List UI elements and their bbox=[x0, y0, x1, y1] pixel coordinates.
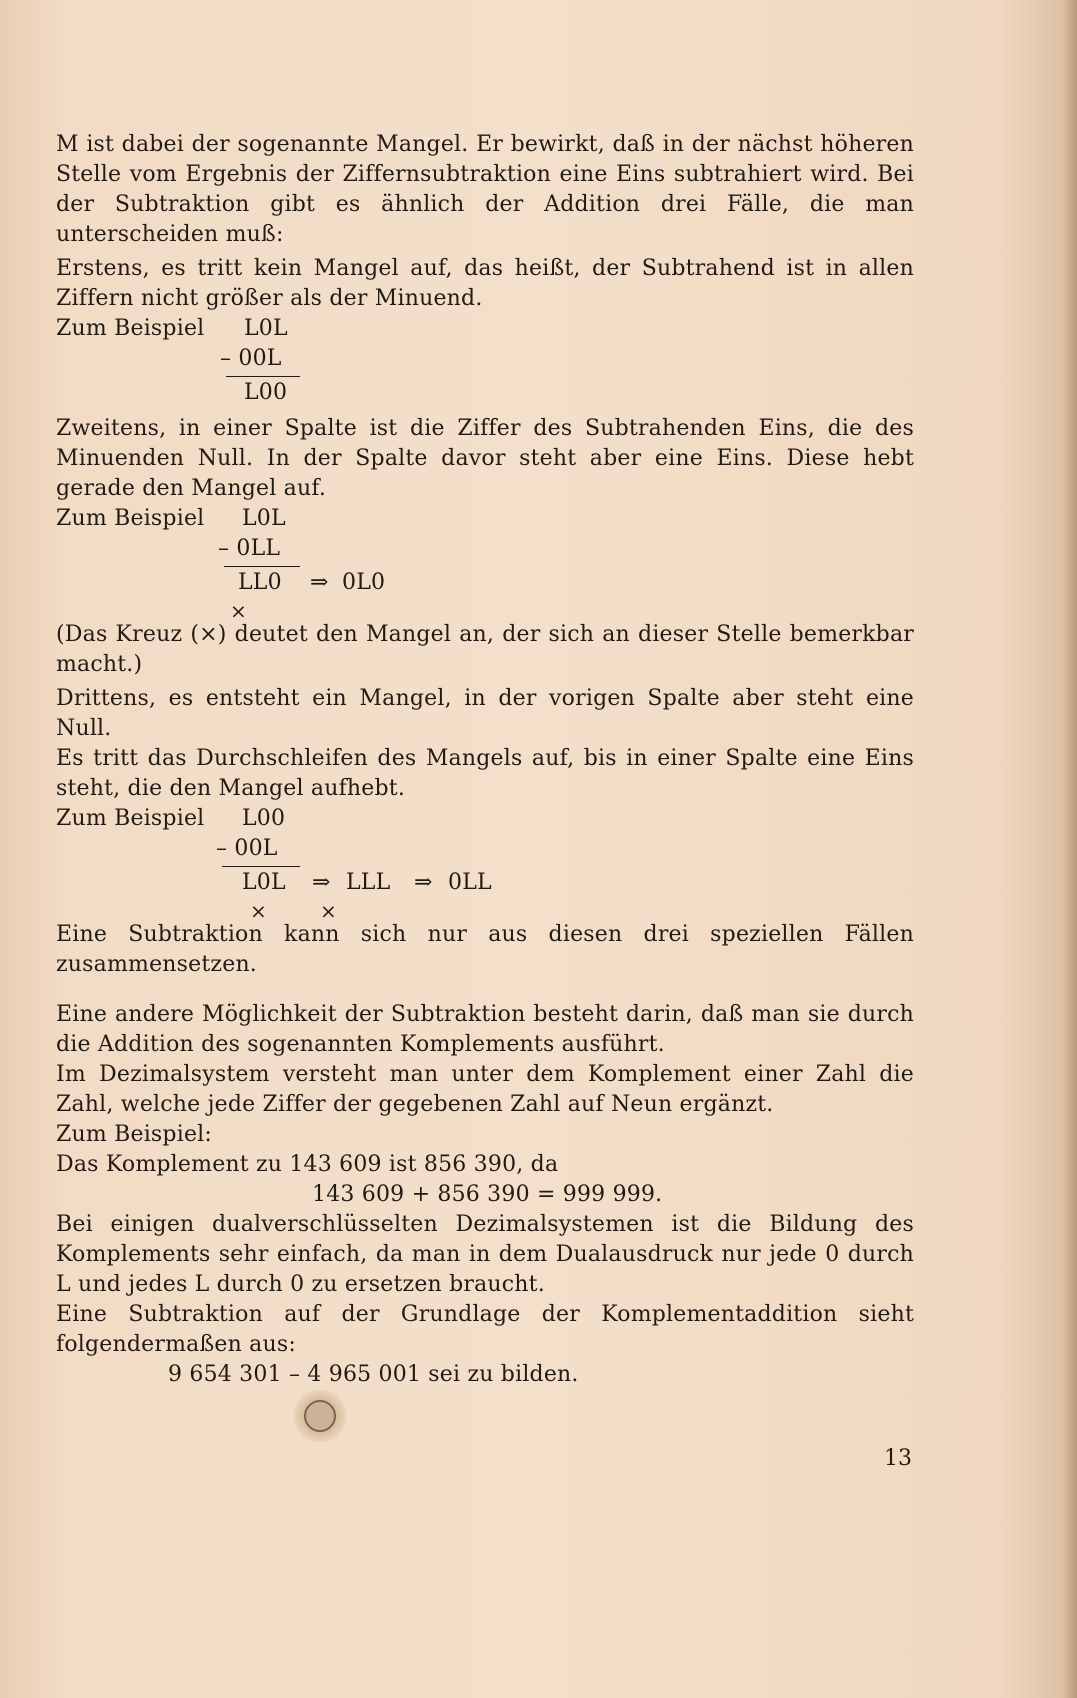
example3-final: 0LL bbox=[448, 870, 492, 895]
example2-row1 bbox=[56, 504, 914, 534]
example1-label: Zum Beispiel bbox=[56, 316, 205, 341]
example3-subtrahend: – 00L bbox=[216, 836, 278, 861]
example1-minuend: L0L bbox=[244, 316, 288, 341]
page-text bbox=[56, 130, 914, 1390]
example1-row1 bbox=[56, 314, 914, 344]
example3-cross-2: × bbox=[320, 899, 337, 923]
example3-label: Zum Beispiel bbox=[56, 806, 205, 831]
example3-minuend: L00 bbox=[242, 806, 286, 831]
paragraph-dual-coded-complement: Bei einigen dualverschlüsselten Dezimalsystemen ist die Bildung des Komplements sehr einfach, da man in dem Dualausdruck nur jede 0 durch L und jedes L durch 0 zu ersetzen braucht. bbox=[56, 1212, 914, 1297]
page-edge-shadow bbox=[1063, 0, 1077, 1698]
paragraph-cross-note: (Das Kreuz (×) deutet den Mangel an, der sich an dieser Stelle bemerkbar macht.) bbox=[56, 622, 914, 677]
example4-label: Zum Beispiel: bbox=[56, 1122, 213, 1147]
example3-result: L0L bbox=[242, 870, 286, 895]
example3-arrow-2: ⇒ bbox=[414, 870, 433, 895]
example3-row1 bbox=[56, 804, 914, 834]
paragraph-case-two: Zweitens, in einer Spalte ist die Ziffer des Subtrahenden Eins, die des Minuenden Null. In der Spalte davor steht aber eine Eins. Diese hebt gerade den Mangel auf. bbox=[56, 416, 914, 501]
example3-cross-1: × bbox=[250, 899, 267, 923]
paragraph-mangel-definition: M ist dabei der sogenannte Mangel. Er bewirkt, daß in der nächst höheren Stelle vom Ergebnis der Ziffernsubtraktion eine Eins subtrahiert wird. Bei der Subtraktion gibt es ähnlich der Addition drei Fälle, die man unterscheiden muß: bbox=[56, 132, 914, 247]
example3-row3 bbox=[56, 864, 914, 894]
example2-row3 bbox=[56, 564, 914, 594]
example2-final: 0L0 bbox=[342, 570, 386, 595]
example3-row2 bbox=[56, 834, 914, 864]
example2-arrow: ⇒ bbox=[310, 570, 329, 595]
example1-row3 bbox=[56, 374, 914, 404]
complement-example-equation: 143 609 + 856 390 = 999 999. bbox=[312, 1182, 663, 1207]
example2-minuend: L0L bbox=[242, 506, 286, 531]
example2-cross: × bbox=[230, 599, 247, 623]
complement-example-statement: Das Komplement zu 143 609 ist 856 390, da bbox=[56, 1152, 559, 1177]
example3-arrow-1: ⇒ bbox=[312, 870, 331, 895]
example2-label: Zum Beispiel bbox=[56, 506, 205, 531]
paragraph-decimal-complement: Im Dezimalsystem versteht man unter dem Komplement einer Zahl die Zahl, welche jede Ziffer der gegebenen Zahl auf Neun ergänzt. bbox=[56, 1062, 914, 1117]
example3-sum-line bbox=[222, 866, 300, 867]
example2-row2 bbox=[56, 534, 914, 564]
paragraph-case-one: Erstens, es tritt kein Mangel auf, das heißt, der Subtrahend ist in allen Ziffern nicht größer als der Minuend. bbox=[56, 256, 914, 311]
example2-result: LL0 bbox=[238, 570, 282, 595]
example1-sum-line bbox=[226, 376, 300, 377]
example3-step: LLL bbox=[346, 870, 391, 895]
paper-hole-center bbox=[304, 1400, 336, 1432]
example2-row4 bbox=[56, 594, 914, 623]
page-number: 13 bbox=[884, 1446, 912, 1471]
example1-row2 bbox=[56, 344, 914, 374]
complement-subtraction-task: 9 654 301 – 4 965 001 sei zu bilden. bbox=[168, 1362, 579, 1387]
example1-result: L00 bbox=[244, 380, 288, 405]
paragraph-three-cases-summary: Eine Subtraktion kann sich nur aus diesen drei speziellen Fällen zusammensetzen. bbox=[56, 922, 914, 977]
paragraph-loop-through: Es tritt das Durchschleifen des Mangels auf, bis in einer Spalte eine Eins steht, die den Mangel aufhebt. bbox=[56, 746, 914, 801]
example2-subtrahend: – 0LL bbox=[218, 536, 281, 561]
example2-sum-line bbox=[224, 566, 300, 567]
paragraph-complement-subtraction: Eine Subtraktion auf der Grundlage der Komplementaddition sieht folgendermaßen aus: bbox=[56, 1302, 914, 1357]
example3-row4 bbox=[56, 894, 914, 923]
paragraph-complement-intro: Eine andere Möglichkeit der Subtraktion besteht darin, daß man sie durch die Addition des sogenannten Komplements ausführt. bbox=[56, 1002, 914, 1057]
example1-subtrahend: – 00L bbox=[220, 346, 282, 371]
paragraph-case-three: Drittens, es entsteht ein Mangel, in der vorigen Spalte aber steht eine Null. bbox=[56, 686, 914, 741]
